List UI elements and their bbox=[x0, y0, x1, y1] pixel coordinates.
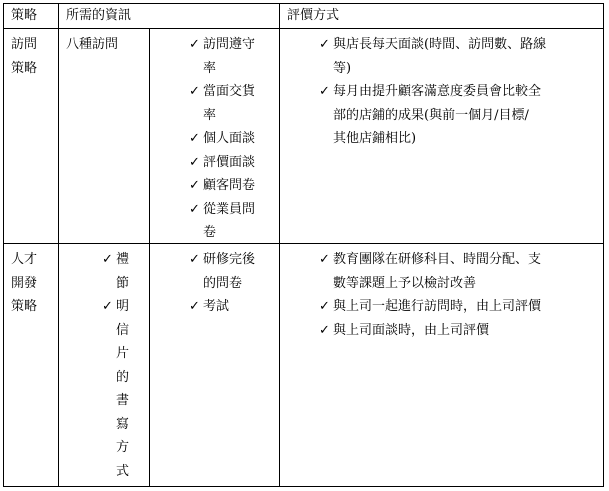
check-mark-icon: ✓ bbox=[189, 84, 200, 99]
row2-evaluation bbox=[319, 248, 541, 342]
check-mark-icon: ✓ bbox=[319, 37, 330, 52]
column-divider bbox=[279, 3, 280, 487]
column-divider bbox=[149, 28, 150, 487]
check-mark-icon: ✓ bbox=[189, 154, 200, 170]
strategy-text: 開發 bbox=[11, 275, 38, 291]
evaluation-table bbox=[3, 3, 604, 487]
list-item: ✓ 訪問遵守 bbox=[189, 33, 255, 57]
list-item-continuation: 片 bbox=[116, 346, 130, 361]
row2-strategy bbox=[11, 248, 37, 319]
list-item-continuation: 的問卷 bbox=[203, 275, 243, 291]
list-item: ✓ 與上司一起進行訪問時，由上司評價 bbox=[319, 295, 541, 319]
list-item-continuation: 寫 bbox=[116, 416, 130, 432]
row2-info-items bbox=[189, 248, 255, 319]
check-mark-icon: ✓ bbox=[189, 178, 200, 193]
check-mark-icon: ✓ bbox=[319, 299, 330, 314]
row1-info-items bbox=[189, 33, 255, 245]
table-border-left bbox=[3, 3, 4, 487]
list-item-continuation: 節 bbox=[116, 275, 130, 291]
row1-evaluation bbox=[319, 33, 546, 151]
row1-strategy bbox=[11, 33, 37, 80]
info-main-text: 八種訪問 bbox=[66, 37, 119, 52]
list-item: ✓ 每月由提升顧客滿意度委員會比較全 bbox=[319, 80, 546, 104]
strategy-text: 訪問 bbox=[11, 37, 38, 52]
table-border-bottom bbox=[3, 486, 604, 487]
header-evaluation: 評價方式 bbox=[287, 8, 340, 23]
list-item: ✓ 與店長每天面談(時間、訪問數、路線 bbox=[319, 33, 546, 57]
table-border-top bbox=[3, 3, 604, 4]
table-border-right bbox=[603, 3, 604, 487]
check-mark-icon: ✓ bbox=[189, 201, 200, 217]
list-item: ✓ 評價面談 bbox=[189, 151, 255, 175]
row2-info-main bbox=[102, 248, 129, 483]
check-mark-icon: ✓ bbox=[189, 131, 200, 146]
strategy-text: 人才 bbox=[11, 252, 38, 267]
check-mark-icon: ✓ bbox=[319, 84, 330, 99]
list-item: ✓ 教育團隊在研修科目、時間分配、支 bbox=[319, 248, 541, 272]
list-item: ✓ 考試 bbox=[189, 295, 255, 319]
list-item-continuation: 書 bbox=[116, 393, 130, 408]
list-item-continuation: 的 bbox=[116, 369, 130, 385]
check-mark-icon: ✓ bbox=[189, 252, 200, 267]
list-item: ✓ 研修完後 bbox=[189, 248, 255, 272]
list-item: ✓ 與上司面談時，由上司評價 bbox=[319, 319, 541, 343]
list-item-continuation: 等) bbox=[333, 60, 352, 76]
list-item: ✓ 禮 bbox=[102, 248, 129, 272]
list-item-continuation: 式 bbox=[116, 463, 130, 479]
column-divider bbox=[58, 3, 59, 487]
header-divider bbox=[3, 28, 604, 29]
list-item-continuation: 率 bbox=[203, 60, 217, 76]
list-item-continuation: 部的店鋪的成果(與前一個月/目標/ bbox=[333, 107, 529, 123]
strategy-text: 策略 bbox=[11, 60, 38, 76]
header-info: 所需的資訊 bbox=[66, 8, 132, 23]
row1-info-main bbox=[66, 33, 118, 57]
list-item-continuation: 率 bbox=[203, 107, 217, 123]
list-item: ✓ 明 bbox=[102, 295, 129, 319]
list-item-continuation: 信 bbox=[116, 322, 130, 338]
check-mark-icon: ✓ bbox=[319, 322, 330, 338]
list-item-continuation: 數等課題上予以檢討改善 bbox=[333, 275, 477, 291]
list-item: ✓ 當面交貨 bbox=[189, 80, 255, 104]
list-item-continuation: 其他店鋪相比) bbox=[333, 131, 417, 146]
list-item-continuation: 方 bbox=[116, 440, 130, 455]
list-item-continuation: 卷 bbox=[203, 225, 217, 240]
list-item: ✓ 個人面談 bbox=[189, 127, 255, 151]
list-item: ✓ 顧客問卷 bbox=[189, 174, 255, 198]
strategy-text: 策略 bbox=[11, 299, 38, 314]
header-strategy: 策略 bbox=[11, 8, 38, 23]
check-mark-icon: ✓ bbox=[189, 299, 200, 314]
check-mark-icon: ✓ bbox=[102, 299, 113, 314]
list-item: ✓ 從業員問 bbox=[189, 198, 255, 222]
check-mark-icon: ✓ bbox=[102, 252, 113, 267]
check-mark-icon: ✓ bbox=[189, 37, 200, 52]
row-divider bbox=[3, 243, 604, 244]
check-mark-icon: ✓ bbox=[319, 252, 330, 267]
